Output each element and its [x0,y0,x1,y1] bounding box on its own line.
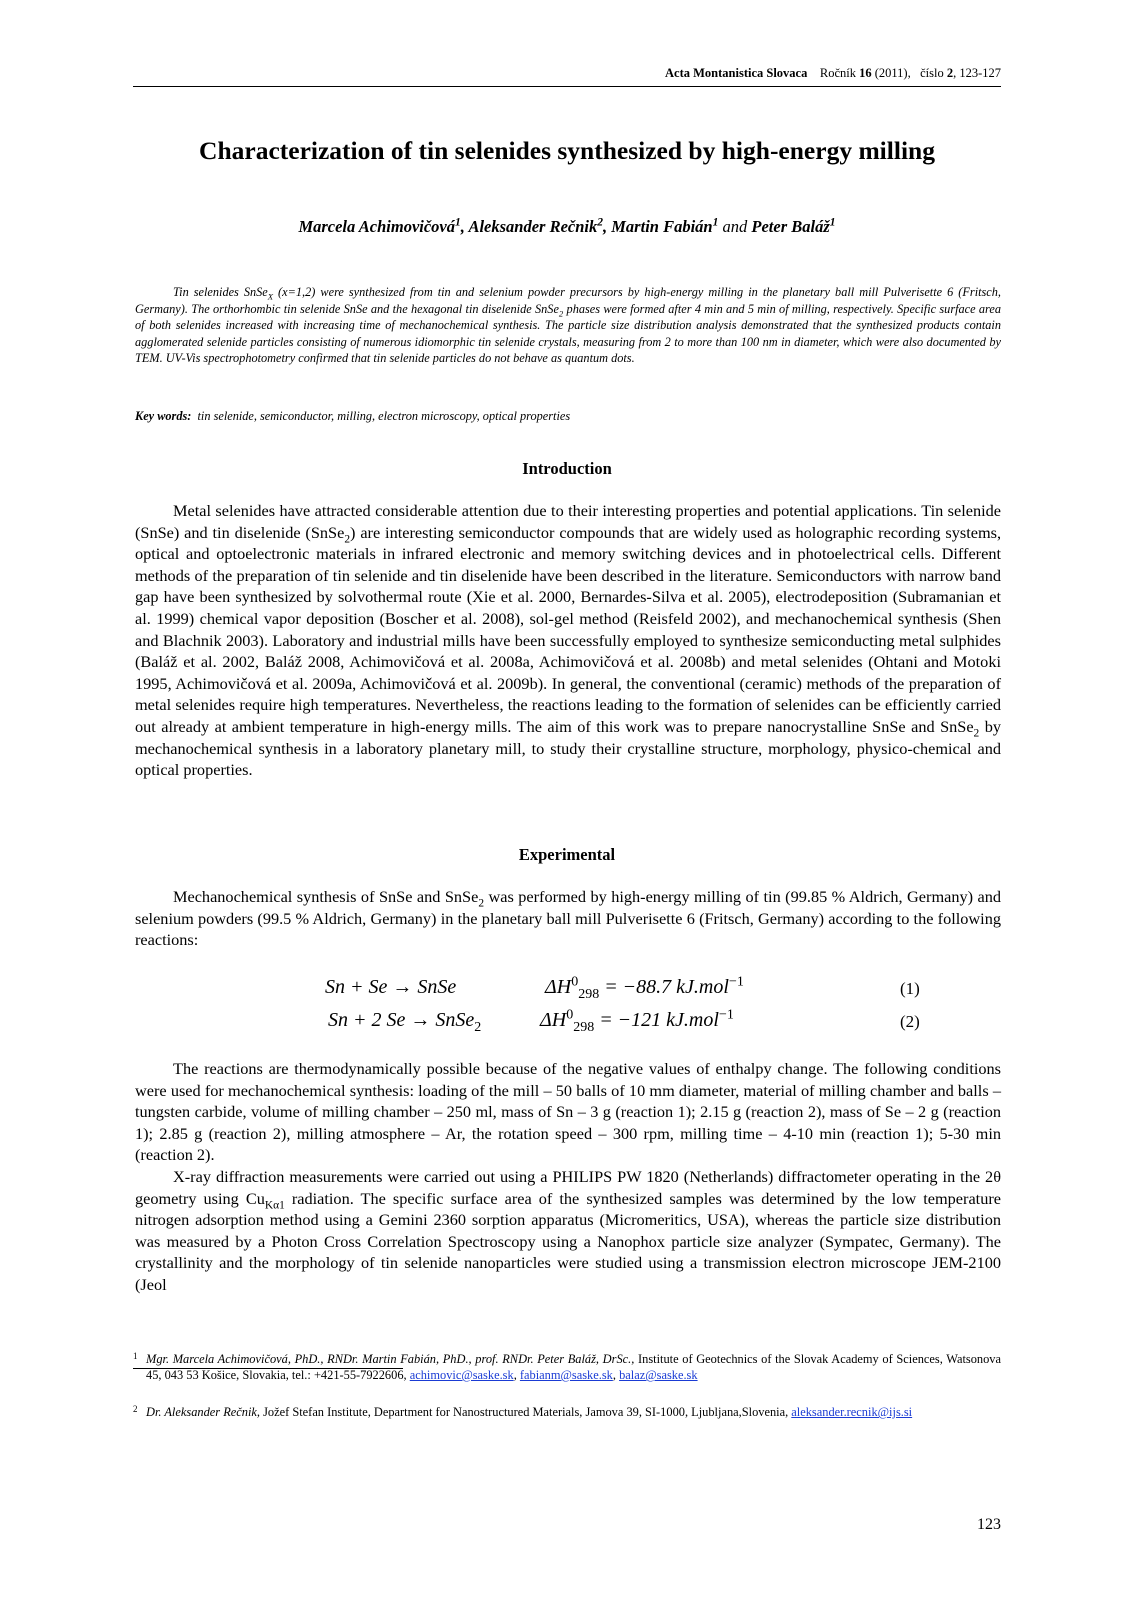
section-heading-introduction: Introduction [522,459,612,478]
equation-1-number: (1) [900,979,920,998]
keywords-text: tin selenide, semiconductor, milling, electron microscopy, optical properties [197,409,571,423]
equation-1-reaction: Sn + Se → SnSe [325,976,457,998]
reaction-conditions-text: The reactions are thermodynamically possible because of the negative values of enthalpy change. The following conditions were used for mechanochemical synthesis: loading of the mill – 50 balls of 10 mm diameter, material of milling chamber and balls – tungsten carbide, volume of milling chamber – 250 ml, mass of Sn – 3 g (reaction 1); 2.15 g (reaction 2), mass of Se – 2 g (reaction 1); 2.85 g (reaction 2), milling atmosphere – Ar, the rotation speed – 300 rpm, milling time – 4-10 min (reaction 1); 5-30 min (reaction 2). [135,1059,1001,1165]
issue-number: 2 [946,66,954,80]
methods-text: X-ray diffraction measurements were carried out using a PHILIPS PW 1820 (Netherlands) diffractometer operating in the 2θ geometry using $Cu_{K\alpha 1}$ radiation. The specific surface area of the synthesized samples was determined by the low temperature nitrogen adsorption method using a Gemini 2360 sorption apparatus (Micromeritics, USA), whereas the particle size distribution was measured by a Photon Cross Correlation Spectroscopy using a Nanophox particle size analyzer (Sympatec, Germany). The crystallinity and the morphology of tin selenide nanoparticles were studied using a transmission electron microscope JEM-2100 (Jeol [135,1166,1001,1294]
affiliation-mark: 1 [455,216,461,229]
author-conjunction: and [722,217,748,236]
page-number: 123 [977,1516,1001,1533]
equation-2-number: (2) [900,1012,920,1031]
footnote-authors: Mgr. Marcela Achimovičová, PhD., RNDr. Martin Fabián, PhD., prof. RNDr. Peter Baláž, DrSc., [146,1352,635,1366]
affiliation-mark: 2 [597,216,604,229]
email-link[interactable]: fabianm@saske.sk [519,1368,613,1382]
running-header [133,66,1001,81]
conditions-paragraph [135,1058,1001,1296]
introduction-paragraph: Metal selenides have attracted considerable attention due to their interesting properties and potential applications. Tin selenide (SnSe) and tin diselenide (SnSe$_2$) are interesting semiconductor compounds that are widely used as holographic recording systems, optical and optoelectronic materials in infrared electronic and memory switching devices and in photoelectrical cells. Different methods of the preparation of tin selenide and tin diselenide have been described in the literature. Semiconductors with narrow band gap have been synthesized by solvothermal route (Xie et al. 2000, Bernardes-Silva et al. 2005), electrodeposition (Subramanian et al. 1999) chemical vapor deposition (Boscher et al. 2008), sol-gel method (Reisfeld 2002), and mechanochemical synthesis (Shen and Blachnik 2003). Laboratory and industrial mills have been successfully employed to synthesize semiconducting metal sulphides (Baláž et al. 2002, Baláž 2008, Achimovičová et al. 2008a, Achimovičová et al. 2008b) and metal selenides (Ohtani and Motoki 1995, Achimovičová et al. 2009a, Achimovičová et al. 2009b). In general, the conventional (ceramic) methods of the preparation of metal selenides require high temperatures. Nevertheless, the reactions leading to the formation of selenides can be efficiently carried out already at ambient temperature in high-energy mills. The aim of this work was to prepare nanocrystalline SnSe and SnSe$_2$ by mechanochemical synthesis in a laboratory planetary mill, to study their crystalline structure, morphology, physico-chemical and optical properties. [135,501,1002,780]
header-rule [133,86,1001,87]
affiliation-mark: 1 [829,216,836,229]
author-name: Aleksander Rečnik [468,217,598,236]
footnote-mark: 1 [133,1351,138,1361]
paper-title: Characterization of tin selenides synthesized by high-energy milling [199,136,935,165]
keywords-label: Key words: [135,409,192,423]
keywords [135,409,1001,424]
equation-2-enthalpy: $\Delta H^0_{298} = -121$ kJ.mol$^{-1}$ [540,1007,734,1035]
email-link[interactable]: balaz@saske.sk [619,1368,698,1382]
author-name: Peter Baláž [751,217,830,236]
email-link[interactable]: aleksander.recnik@ijs.si [791,1405,913,1419]
equation-2-reaction: Sn + 2 Se → SnSe$_2$ [328,1009,482,1035]
email-link[interactable]: achimovic@saske.sk [409,1368,514,1382]
page-range: , 123-127 [953,66,1001,80]
footnote-2: 2 Dr. Aleksander Rečnik, Jožef Stefan Institute, Department for Nanostructured Materials, Jamova 39, SI-1000, Ljubljana,Slovenia, aleksander.recnik@ijs.si [133,1404,1001,1420]
author-name: Marcela Achimovičová [298,217,456,236]
affiliation-mark: 1 [712,216,719,229]
abstract: Tin selenides SnSe$_X$ (x=1,2) were synthesized from tin and selenium powder precursors by high-energy milling in the planetary ball mill Pulverisette 6 (Fritsch, Germany). The orthorhombic tin selenide SnSe and the hexagonal tin diselenide SnSe$_2$ phases were formed after 4 min and 5 min of milling, respectively. Specific surface area of both selenides increased with increasing time of mechanochemical synthesis. The particle size distribution analysis demonstrated that the synthesized products contain agglomerated selenide particles consisting of numerous idiomorphic tin selenide crystals, measuring from 2 to more than 100 nm in diameter, which were also documented by TEM. UV-Vis spectrophotometry confirmed that tin selenide particles do not behave as quantum dots. [135,285,1001,366]
volume-number: 16 [859,66,872,80]
volume-label: Ročník [819,66,856,80]
equation-1-enthalpy: $\Delta H^0_{298} = -88.7$ kJ.mol$^{-1}$ [545,974,744,1002]
author-name: Martin Fabián [611,217,713,236]
footnote-mark: 2 [133,1404,138,1414]
author-list: Marcela Achimovičová$^1$, Aleksander Rečnik$^2$, Martin Fabián$^1$ and Peter Baláž$^1$ [298,216,836,236]
footnote-1: 1 Mgr. Marcela Achimovičová, PhD., RNDr. Martin Fabián, PhD., prof. RNDr. Peter Baláž, DrSc., Institute of Geotechnics of the Slovak Academy of Sciences, Watsonova 45, 043 53 Košice, Slovakia, tel.: +421-55-7922606, achimovic@saske.sk, fabianm@saske.sk, balaz@saske.sk [133,1351,1001,1383]
footnote-authors: Dr. Aleksander Rečnik, [146,1405,261,1419]
journal-name: Acta Montanistica Slovaca [665,66,808,80]
year: (2011), [874,66,911,80]
experimental-paragraph: Mechanochemical synthesis of SnSe and SnSe$_2$ was performed by high-energy milling of tin (99.85 % Aldrich, Germany) and selenium powders (99.5 % Aldrich, Germany) in the planetary ball mill Pulverisette 6 (Fritsch, Germany) according to the following reactions: [135,887,1001,950]
issue-label: číslo [920,66,944,80]
section-heading-experimental: Experimental [518,845,616,864]
